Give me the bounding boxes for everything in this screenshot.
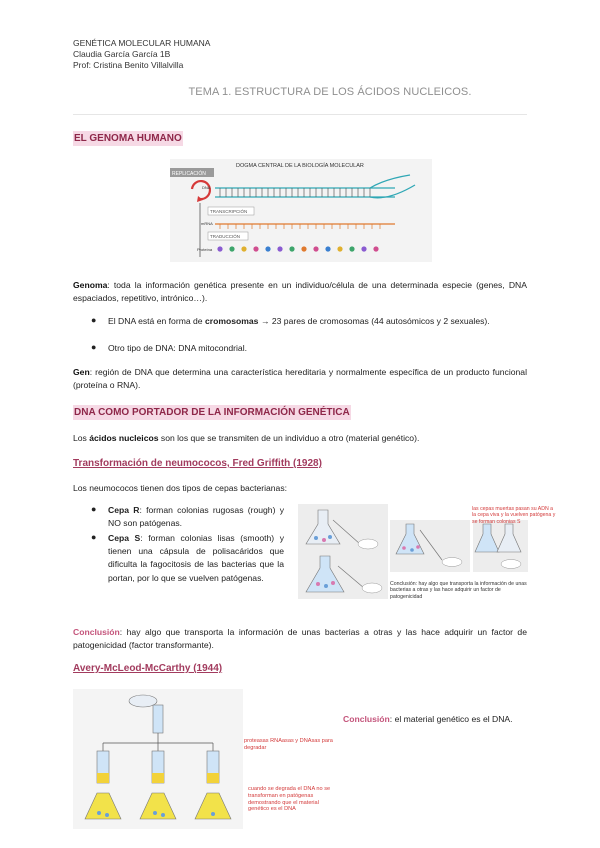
translation-label: TRADUCCIÓN — [210, 234, 240, 239]
replication-arrow-icon — [192, 181, 210, 199]
bullet-cepa-r: Cepa R: forman colonias rugosas (rough) y NO son patógenas. — [108, 505, 284, 529]
genoma-definition: Genoma: toda la información genética presente en un individuo/célula de una determinada especie (genes, DNA espaciados, repetitivo, intrónico…). — [73, 280, 527, 304]
avery-figure — [73, 689, 243, 829]
flask-icon — [396, 524, 424, 554]
griffith-figure-1 — [298, 504, 388, 599]
replication-label: REPLICACIÓN — [172, 171, 206, 177]
bullet-cepa-s: Cepa S: forman colonias lisas (smooth) y tienen una cápsula de polisacáridos que dificulta la fagocitosis de las bacterias que la portan, por lo que se vuelven patógenas. — [108, 533, 284, 583]
griffith-figure-2 — [390, 520, 470, 572]
mouse-icon — [358, 539, 378, 549]
bullet-icon: ● — [91, 504, 97, 514]
griffith-intro: Los neumococos tienen dos tipos de cepas bacterianas: — [73, 483, 288, 493]
nucleic-acids-intro: Los ácidos nucleicos son los que se transmiten de un individuo a otro (material genético). — [73, 433, 420, 443]
professor-name: Prof: Cristina Benito Villalvilla — [73, 60, 184, 70]
dna-label: DNA — [202, 185, 211, 190]
gen-definition: Gen: región de DNA que determina una característica hereditaria y normalmente específica de un producto funcional (proteína o RNA). — [73, 367, 527, 391]
tube-fill — [207, 773, 219, 783]
dna-base-pairs — [220, 188, 370, 197]
central-dogma-diagram — [170, 159, 432, 262]
flask-icon — [140, 793, 176, 819]
student-name: Claudia García García 1B — [73, 49, 171, 59]
flask-icon — [85, 793, 121, 819]
griffith-conclusion: Conclusión: hay algo que transporta la información de unas bacterias a otras y las hace adquirir un factor de patogenicidad (factor transformante). — [73, 627, 527, 651]
tube-icon — [153, 705, 163, 733]
tube-fill — [152, 773, 164, 783]
transcription-label: TRANSCRIPCIÓN — [210, 209, 248, 214]
bullet-icon: ● — [91, 342, 97, 352]
bullet-icon: ● — [91, 532, 97, 542]
syringe-icon — [338, 566, 364, 588]
mouse-icon — [362, 583, 382, 593]
flask-icon — [497, 524, 521, 552]
bullet-mitocondrial: Otro tipo de DNA: DNA mitocondrial. — [108, 343, 247, 353]
avery-heading: Avery-McLeod-McCarthy (1944) — [73, 663, 223, 674]
dogma-title: DOGMA CENTRAL DE LA BIOLOGÍA MOLECULAR — [236, 163, 364, 169]
protein-label: Proteína — [197, 247, 213, 252]
divider — [73, 114, 527, 115]
topic-title: TEMA 1. ESTRUCTURA DE LOS ÁCIDOS NUCLEICOS. — [188, 86, 472, 98]
dna-unwinding — [370, 175, 415, 198]
griffith-annotation-2: Conclusión: hay algo que transporta la información de unas bacterias a otras y las hace adquirir un factor de patogenicidad — [390, 581, 527, 600]
avery-annotation-2: cuando se degrada el DNA no se transforman en patógenas demostrando que el material genético es el DNA — [248, 786, 331, 813]
tube-fill — [97, 773, 109, 783]
mouse-icon — [442, 558, 462, 567]
syringe-icon — [420, 530, 442, 560]
rna-label: mRNA — [201, 221, 213, 226]
avery-annotation-1: proteasas RNAasas y DNAsas para degradar — [244, 738, 333, 751]
subject-header: GENÉTICA MOLECULAR HUMANA — [73, 38, 211, 48]
bullet-icon: ● — [91, 315, 97, 325]
amino-acid-chain — [217, 246, 378, 251]
mrna-bases — [220, 224, 380, 229]
griffith-heading: Transformación de neumococos, Fred Griffith (1928) — [73, 458, 322, 469]
griffith-figure-3 — [473, 520, 528, 572]
section-heading-genoma: EL GENOMA HUMANO — [74, 133, 182, 144]
flask-icon — [475, 524, 499, 552]
bullet-cromosomas: El DNA está en forma de cromosomas → 23 pares de cromosomas (44 autosómicos y 2 sexuales). — [108, 316, 490, 326]
central-dogma-figure — [170, 159, 432, 262]
section-heading-dna: DNA COMO PORTADOR DE LA INFORMACIÓN GENÉTICA — [74, 407, 350, 418]
avery-conclusion: Conclusión: el material genético es el DNA. — [343, 714, 513, 724]
mouse-icon — [501, 560, 521, 569]
griffith-annotation-1: las cepas muertas pasan su ADN a la cepa viva y la vuelven patógena y se forman colonias S — [472, 506, 556, 525]
